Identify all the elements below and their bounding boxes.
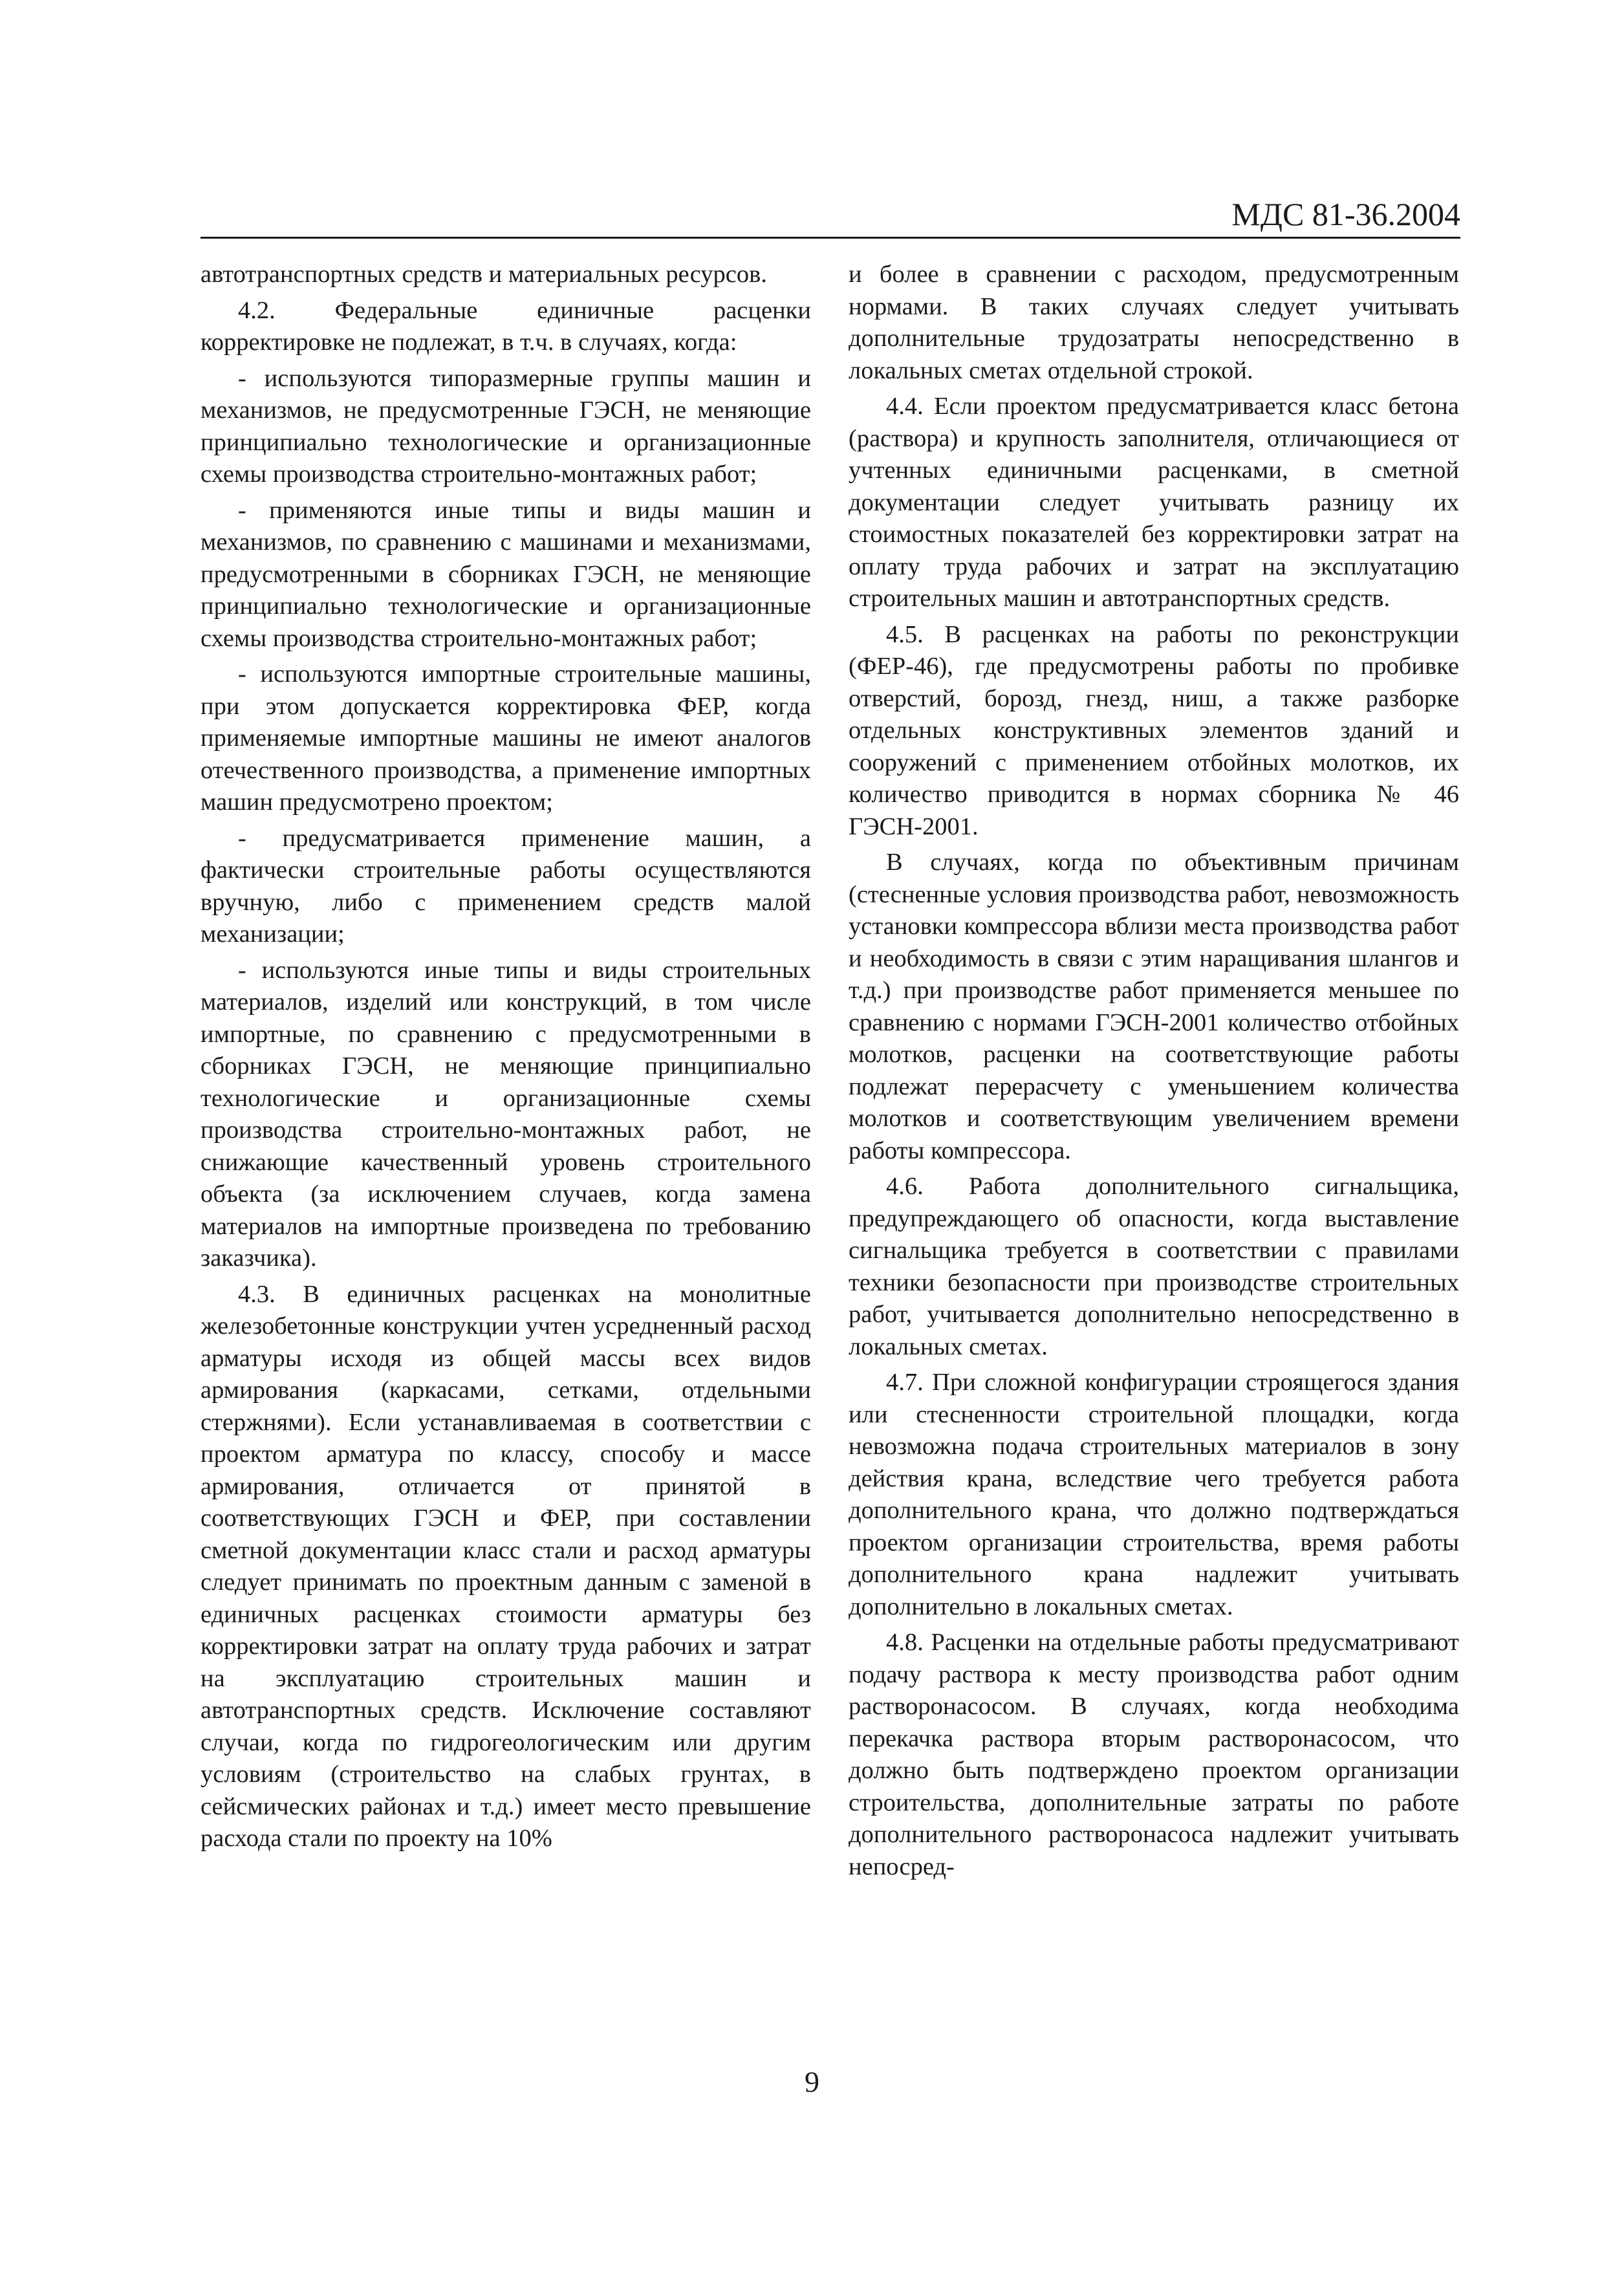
paragraph: и более в сравнении с расходом, предусмотренным нормами. В таких случаях следует учитывать дополнительные трудозатраты непосредственно в локальных сметах отдельной строкой. (849, 261, 1459, 384)
left-column (200, 259, 811, 1859)
paragraph: 4.2. Федеральные единичные расценки корректировке не подлежат, в т.ч. в случаях, когда: (200, 296, 811, 356)
paragraph: - используются типоразмерные группы машин и механизмов, не предусмотренные ГЭСН, не меняющие принципиально технологические и организационные схемы производства строительно-монтажных работ; (200, 364, 811, 488)
paragraph: - используются иные типы и виды строительных материалов, изделий или конструкций, в том числе импортные, по сравнению с предусмотренными в сборниках ГЭСН, не меняющие принципиально технологические и организационные схемы производства строительно-монтажных работ, не снижающие качественный уровень строительного объекта (за исключением случаев, когда замена материалов на импортные произведена по требованию заказчика). (200, 956, 811, 1272)
paragraph: 4.4. Если проектом предусматривается класс бетона (раствора) и крупность заполнителя, отличающиеся от учтенных единичными расценками, в сметной документации следует учитывать разницу их стоимостных показателей без корректировки затрат на оплату труда рабочих и затрат на эксплуатацию строительных машин и автотранспортных средств. (849, 393, 1459, 612)
paragraph: 4.8. Расценки на отдельные работы предусматривают подачу раствора к месту производства работ одним растворонасосом. В случаях, когда необходима перекачка раствора вторым растворонасосом, что должно быть подтверждено проектом организации строительства, дополнительные затраты по работе дополнительного растворонасоса надлежит учитывать непосред- (849, 1629, 1459, 1880)
paragraph: - используются импортные строительные машины, при этом допускается корректировка ФЕР, когда применяемые импортные машины не имеют аналогов отечественного производства, а применение импортных машин предусмотрено проектом; (200, 660, 811, 816)
paragraph: - применяются иные типы и виды машин и механизмов, по сравнению с машинами и механизмами, предусмотренными в сборниках ГЭСН, не меняющие принципиально технологические и организационные схемы производства строительно-монтажных работ; (200, 496, 811, 652)
paragraph: 4.3. В единичных расценках на монолитные железобетонные конструкции учтен усредненный расход арматуры исходя из общей массы всех видов армирования (каркасами, сетками, отдельными стержнями). Если устанавливаемая в соответствии с проектом арматура по классу, способу и массе армирования, отличается от принятой в соответствующих ГЭСН и ФЕР, при составлении сметной документации класс стали и расход арматуры следует принимать по проектным данным с заменой в единичных расценках стоимости арматуры без корректировки затрат на оплату труда рабочих и затрат на эксплуатацию строительных машин и автотранспортных средств. Исключение составляют случаи, когда по гидрогеологическим или другим условиям (строительство на слабых грунтах, в сейсмических районах и т.д.) имеет место превышение расхода стали по проекту на 10% (200, 1280, 811, 1852)
paragraph: 4.7. При сложной конфигурации строящегося здания или стесненности строительной площадки, когда невозможна подача строительных материалов в зону действия крана, вследствие чего требуется работа дополнительного крана, что должно подтверждаться проектом организации строительства, время работы дополнительного крана надлежит учитывать дополнительно в локальных сметах. (849, 1369, 1459, 1620)
paragraph: 4.5. В расценках на работы по реконструкции (ФЕР-46), где предусмотрены работы по пробивке отверстий, борозд, гнезд, ниш, а также разборке отдельных конструктивных элементов зданий и сооружений с применением отбойных молотков, их количество приводится в нормах сборника № 46 ГЭСН-2001. (849, 620, 1459, 840)
paragraph: - предусматривается применение машин, а фактически строительные работы осуществляются вручную, либо с применением средств малой механизации; (200, 824, 811, 948)
right-column (849, 259, 1459, 1887)
paragraph: автотранспортных средств и материальных ресурсов. (200, 261, 767, 288)
document-code: МДС 81-36.2004 (1231, 196, 1460, 232)
paragraph: 4.6. Работа дополнительного сигнальщика, предупреждающего об опасности, когда выставление сигнальщика требуется в соответствии с правилами техники безопасности при производстве строительных работ, учитывается дополнительно непосредственно в локальных сметах. (849, 1173, 1459, 1360)
page-number: 9 (805, 2065, 819, 2098)
paragraph: В случаях, когда по объективным причинам (стесненные условия производства работ, невозможность установки компрессора вблизи места производства работ и необходимость в связи с этим наращивания шлангов и т.д.) при производстве работ применяется меньшее по сравнению с нормами ГЭСН-2001 количество отбойных молотков, расценки на соответствующие работы подлежат перерасчету с уменьшением количества молотков и соответствующим увеличением времени работы компрессора. (849, 849, 1459, 1164)
page-header (200, 186, 1460, 239)
